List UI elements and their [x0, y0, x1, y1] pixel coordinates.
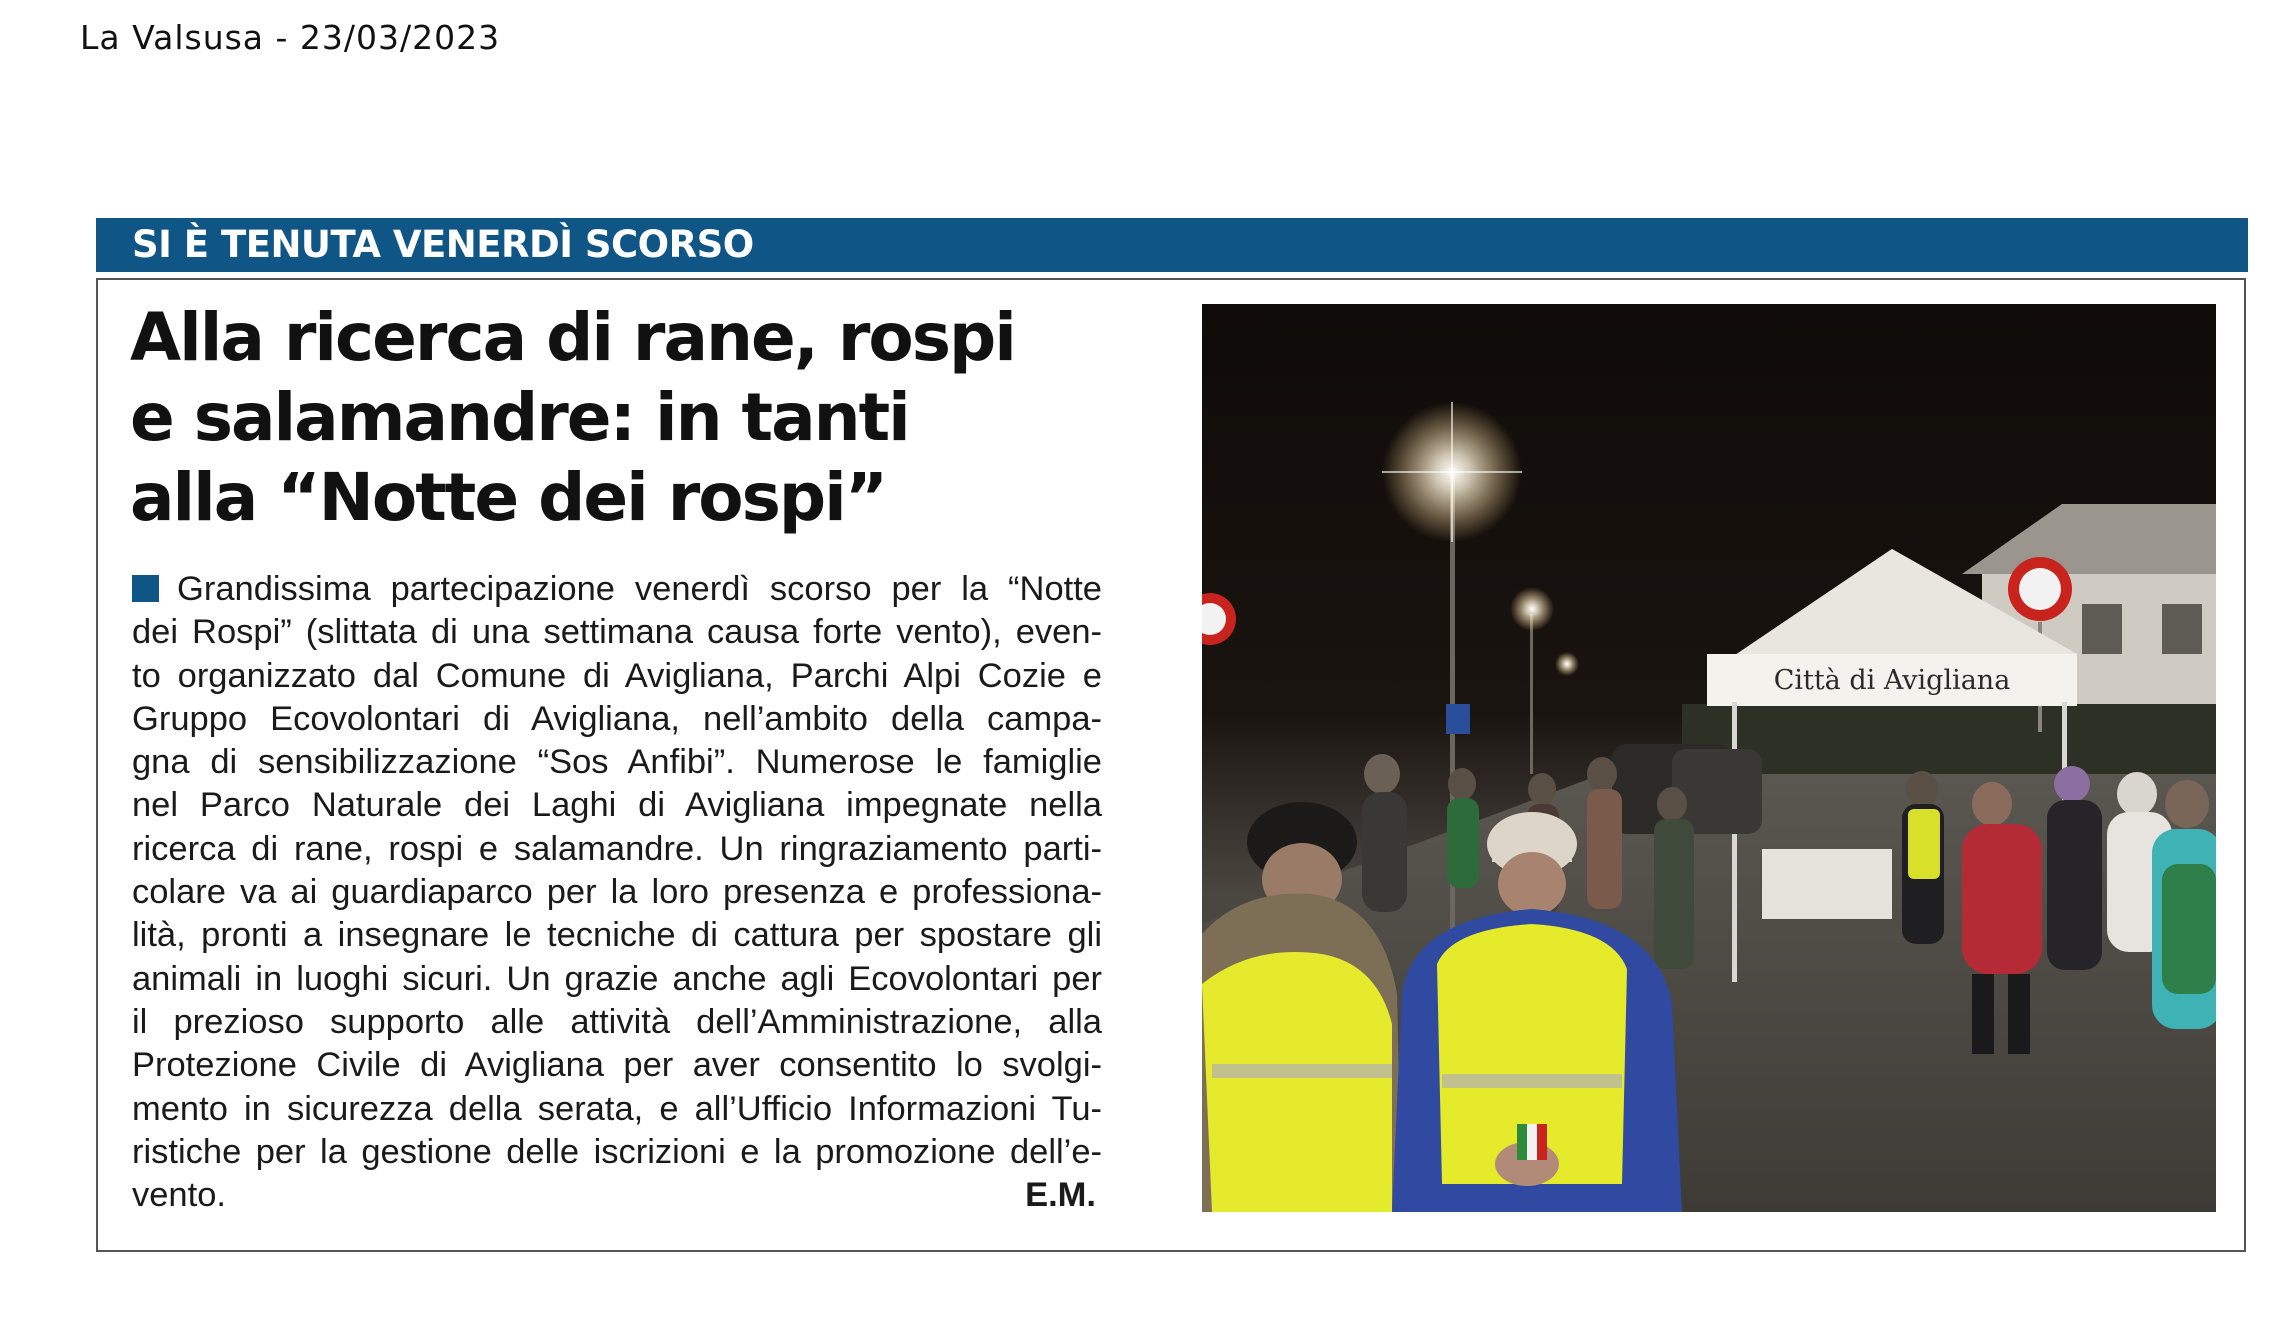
kicker-bar — [96, 218, 2248, 272]
body-line: vento. — [132, 1176, 226, 1215]
headline-line: e salamandre: in tanti — [130, 379, 909, 456]
paragraph-square-icon — [132, 575, 159, 602]
body-line: nel Parco Naturale dei Laghi di Avigliana impegnate nella — [132, 786, 1102, 825]
body-line: to organizzato dal Comune di Avigliana, Parchi Alpi Cozie e — [132, 656, 1102, 695]
article-headline — [130, 298, 1015, 538]
body-line: Grandissima partecipazione venerdì scorso per la “Notte — [132, 568, 1102, 611]
gazebo-sign-text: Città di Avigliana — [1773, 665, 2011, 696]
body-line: dei Rospi” (slittata di una settimana causa forte vento), even- — [132, 613, 1102, 652]
headline-line: alla “Notte dei rospi” — [130, 459, 887, 536]
body-last-line — [132, 1174, 1102, 1217]
body-line: ricerca di rane, rospi e salamandre. Un ringraziamento parti- — [132, 829, 1102, 868]
body-line: Gruppo Ecovolontari di Avigliana, nell’ambito della campa- — [132, 699, 1102, 738]
body-line: colare va ai guardiaparco per la loro presenza e professiona- — [132, 873, 1102, 912]
author-signature: E.M. — [1025, 1176, 1096, 1215]
body-line: animali in luoghi sicuri. Un grazie anche agli Ecovolontari per — [132, 959, 1102, 998]
source-date-header: La Valsusa - 23/03/2023 — [80, 18, 501, 57]
kicker-text: SI È TENUTA VENERDÌ SCORSO — [132, 223, 754, 266]
body-line: mento in sicurezza della serata, e all’Ufficio Informazioni Tu- — [132, 1089, 1102, 1128]
body-line: gna di sensibilizzazione “Sos Anfibi”. Numerose le famiglie — [132, 743, 1102, 782]
body-line: lità, pronti a insegnare le tecniche di cattura per spostare gli — [132, 916, 1102, 955]
night-event-photo — [1202, 304, 2216, 1212]
article-photo — [1202, 304, 2216, 1212]
article-body — [132, 568, 1102, 1217]
body-line: il prezioso supporto alle attività dell’Amministrazione, alla — [132, 1002, 1102, 1041]
body-line: Protezione Civile di Avigliana per aver consentito lo svolgi- — [132, 1046, 1102, 1085]
headline-line: Alla ricerca di rane, rospi — [130, 299, 1015, 376]
body-line: ristiche per la gestione delle iscrizioni e la promozione dell’e- — [132, 1132, 1102, 1171]
